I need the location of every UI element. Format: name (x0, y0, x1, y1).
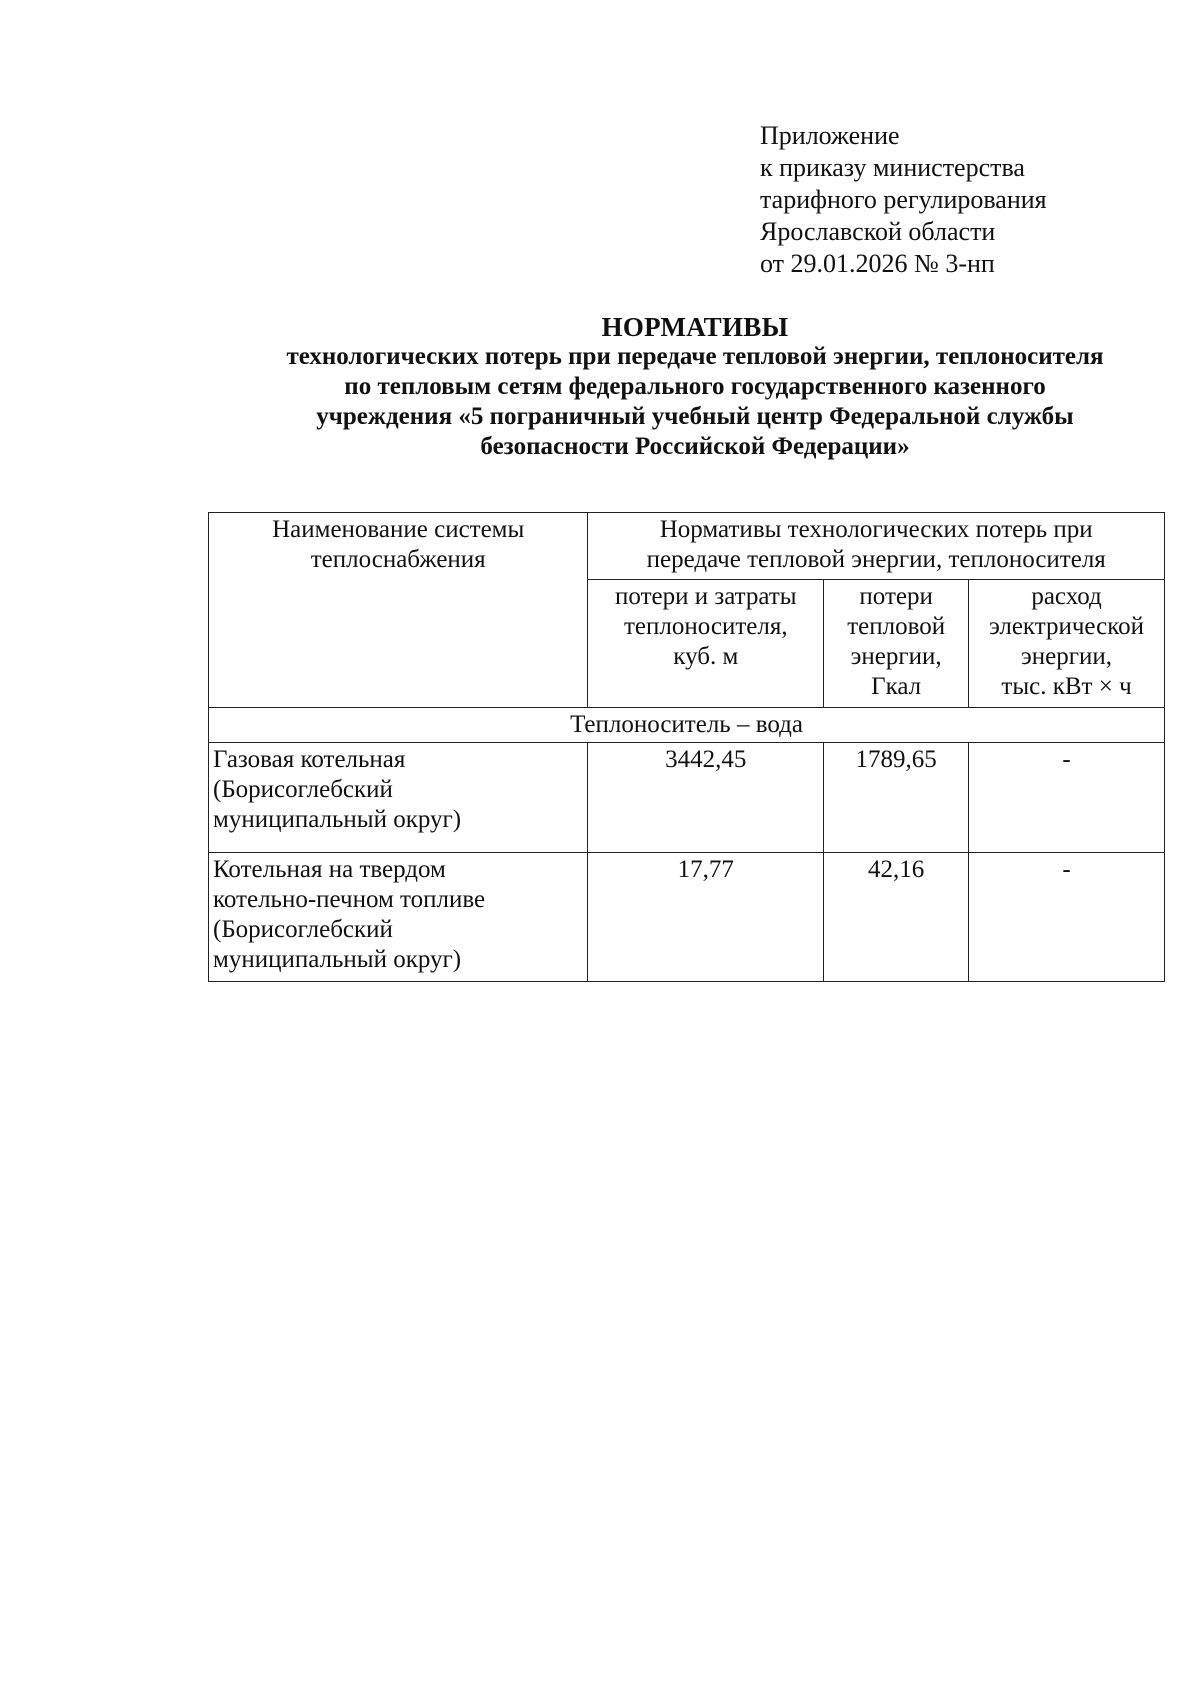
subheader-heat-losses (824, 579, 969, 707)
header-text: теплоснабжения (310, 546, 486, 573)
row-electric-value: - (969, 853, 1165, 982)
document-title (190, 312, 1200, 462)
header-text: Наименование системы (272, 516, 525, 543)
table-row (209, 853, 1165, 982)
cell-text: муниципальный округ) (213, 946, 462, 973)
header-norms-group (588, 513, 1165, 580)
table-row (209, 743, 1165, 853)
header-text: Нормативы технологических потерь при (659, 516, 1093, 543)
row-system-name (209, 853, 588, 982)
subheader-electricity (969, 579, 1165, 707)
appendix-note (760, 120, 1047, 280)
row-water-value: 3442,45 (588, 743, 824, 853)
section-row: Теплоноситель – вода (209, 708, 1165, 743)
row-electric-value: - (969, 743, 1165, 853)
subheader-text: расход (1031, 582, 1102, 610)
norms-table (208, 512, 1165, 982)
subheader-text: Гкал (871, 672, 922, 700)
subheader-text: энергии, (1021, 642, 1113, 670)
row-system-name (209, 743, 588, 853)
subheader-text: куб. м (673, 642, 739, 670)
title-line: безопасности Российской Федерации» (480, 433, 910, 460)
cell-text: муниципальный округ) (213, 806, 462, 833)
subheader-text: потери (859, 582, 933, 610)
title-line: учреждения «5 пограничный учебный центр Федеральной службы (316, 403, 1074, 430)
title-line: по тепловым сетям федерального государственного казенного (344, 373, 1046, 400)
cell-text: Газовая котельная (213, 746, 406, 773)
appendix-line: к приказу министерства (760, 153, 1025, 182)
appendix-line: тарифного регулирования (760, 185, 1047, 214)
subheader-text: энергии, (850, 642, 942, 670)
subheader-text: тыс. кВт × ч (1001, 672, 1132, 700)
header-system-name (209, 513, 588, 708)
header-text: передаче тепловой энергии, теплоносителя (646, 546, 1106, 573)
appendix-line: Ярославской области (760, 217, 996, 246)
subheader-text: электрической (989, 612, 1144, 640)
title-line: технологических потерь при передаче тепловой энергии, теплоносителя (286, 343, 1104, 370)
row-heat-value: 1789,65 (824, 743, 969, 853)
subheader-text: теплоносителя, (624, 612, 788, 640)
subheader-text: тепловой (847, 612, 946, 640)
row-heat-value: 42,16 (824, 853, 969, 982)
cell-text: Котельная на твердом (213, 856, 446, 883)
subheader-text: потери и затраты (615, 582, 797, 610)
row-water-value: 17,77 (588, 853, 824, 982)
appendix-line: Приложение (760, 121, 900, 150)
appendix-line: от 29.01.2026 № 3-нп (760, 249, 995, 278)
title-main: НОРМАТИВЫ (601, 312, 789, 342)
cell-text: котельно-печном топливе (213, 886, 486, 913)
cell-text: (Борисоглебский (213, 916, 393, 943)
cell-text: (Борисоглебский (213, 776, 393, 803)
subheader-water-losses (588, 579, 824, 707)
